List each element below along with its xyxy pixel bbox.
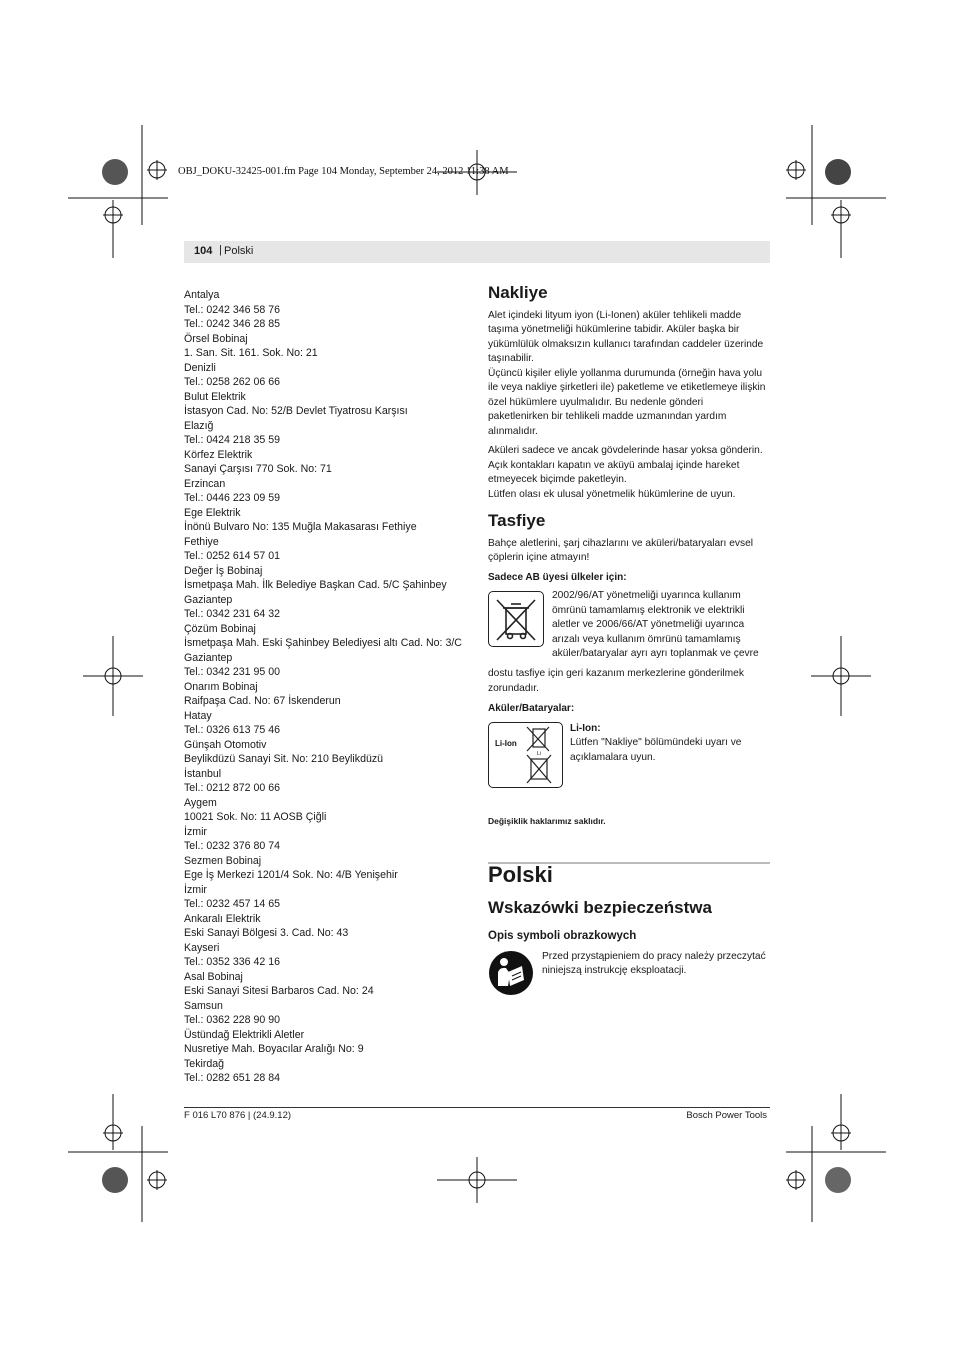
liion-recycling-icon <box>488 722 563 788</box>
address-line: Ankaralı Elektrik <box>184 912 261 925</box>
text-line: Bahçe aletlerini, şarj cihazlarını ve aküleri/bataryaları evsel <box>488 537 753 549</box>
text-line: alınmalıdır. <box>488 425 538 437</box>
address-line: Raifpaşa Cad. No: 67 İskenderun <box>184 695 341 707</box>
crossed-bin-icon <box>488 591 544 647</box>
liion-label: Li-Ion: <box>570 722 601 734</box>
text-line: Alet içindeki lityum iyon (Li-Ionen) aküler tehlikeli madde <box>488 309 742 321</box>
service-address-list <box>184 288 474 1086</box>
address-line: Ege Elektrik <box>184 506 241 519</box>
address-line: Değer İş Bobinaj <box>184 564 263 577</box>
text-line: çöplerin içine atmayın! <box>488 552 590 563</box>
address-line: Gaziantep <box>184 593 233 606</box>
address-line: Tel.: 0342 231 95 00 <box>184 666 281 678</box>
address-line: Tekirdağ <box>184 1057 225 1070</box>
print-header: OBJ_DOKU-32425-001.fm Page 104 Monday, September 24, 2012 11:38 AM <box>178 166 509 177</box>
address-line: Hatay <box>184 709 212 722</box>
address-line: Samsun <box>184 999 223 1012</box>
address-line: Tel.: 0362 228 90 90 <box>184 1014 281 1026</box>
text-line: taşınabilir. <box>488 353 534 364</box>
read-manual-block <box>488 950 770 1002</box>
address-line: Tel.: 0258 262 06 66 <box>184 376 281 388</box>
text-line: zorundadır. <box>488 682 539 694</box>
nakliye-text-2 <box>488 444 770 502</box>
page-number: 104 <box>194 245 213 257</box>
text-line: taşıma yönetmeliği hükümlerine tabidir. Aküler başka bir <box>488 324 740 335</box>
address-line: İzmir <box>184 883 207 896</box>
address-line: Beylikdüzü Sanayi Sit. No: 210 Beylikdüzü <box>184 753 384 765</box>
text-line: ile veya nakliye şirketleri ile) paketleme ve etiketlemeye ilişkin <box>488 382 766 393</box>
address-line: Eski Sanayi Bölgesi 3. Cad. No: 43 <box>184 927 349 939</box>
address-line: Günşah Otomotiv <box>184 738 267 751</box>
text-line: özel hükümlere uyulmalıdır. Bu nedenle gönderi <box>488 396 704 408</box>
text-line: aletler ve 2006/66/AT yönetmeliği uyarınca <box>552 619 745 630</box>
text-line: açıklamalara uyun. <box>570 751 656 763</box>
address-line: Nusretiye Mah. Boyacılar Aralığı No: 9 <box>184 1043 364 1055</box>
address-line: İnönü Bulvaro No: 135 Muğla Makasarası Fethiye <box>184 521 417 533</box>
tasfiye-heading: Tasfiye <box>488 511 546 530</box>
liion-text <box>570 722 770 766</box>
footer-rule <box>184 1107 770 1108</box>
text-line: ömrünü tamamlamış elektronik ve elektrikli <box>552 604 745 616</box>
tasfiye-text <box>488 537 770 566</box>
address-line: Körfez Elektrik <box>184 448 253 461</box>
address-line: Tel.: 0232 457 14 65 <box>184 898 281 910</box>
address-line: Denizli <box>184 361 216 374</box>
symbols-heading: Opis symboli obrazkowych <box>488 930 637 942</box>
address-line: İsmetpaşa Mah. Eski Şahinbey Belediyesi altı Cad. No: 3/C <box>184 637 462 649</box>
read-manual-text <box>542 950 772 979</box>
address-line: Tel.: 0252 614 57 01 <box>184 550 281 562</box>
header-separator: | <box>219 244 222 256</box>
address-line: Tel.: 0232 376 80 74 <box>184 840 281 852</box>
address-line: Örsel Bobinaj <box>184 332 248 345</box>
address-line: Tel.: 0424 218 35 59 <box>184 434 281 446</box>
address-line: Eski Sanayi Sitesi Barbaros Cad. No: 24 <box>184 985 374 997</box>
text-line: niniejszą instrukcję eksploatacji. <box>542 965 687 976</box>
footer-left: F 016 L70 876 | (24.9.12) <box>184 1110 292 1121</box>
address-line: Tel.: 0242 346 58 76 <box>184 303 281 316</box>
address-line: İstasyon Cad. No: 52/B Devlet Tiyatrosu Karşısı <box>184 405 408 417</box>
address-line: Tel.: 0212 872 00 66 <box>184 782 281 794</box>
eu-disposal-block <box>488 589 770 667</box>
address-line: Tel.: 0446 223 09 59 <box>184 492 281 504</box>
eu-disposal-full-text <box>488 667 770 696</box>
right-column <box>488 283 770 1002</box>
text-line: 2002/96/AT yönetmeliği uyarınca kullanım <box>552 590 741 601</box>
address-line: Fethiye <box>184 535 219 548</box>
address-line: Tel.: 0326 613 75 46 <box>184 724 281 736</box>
nakliye-heading: Nakliye <box>488 283 548 302</box>
text-line: Przed przystąpieniem do pracy należy przeczytać <box>542 950 766 962</box>
text-line: arızalı veya kullanım ömrünü tamamlamış <box>552 633 741 645</box>
li-icon-text: Li <box>537 750 541 757</box>
text-line: Lütfen "Nakliye" bölümündeki uyarı ve <box>570 737 742 748</box>
address-line: Onarım Bobinaj <box>184 680 258 693</box>
eu-members-label: Sadece AB üyesi ülkeler için: <box>488 571 627 583</box>
address-line: Ege İş Merkezi 1201/4 Sok. No: 4/B Yenişehir <box>184 869 398 881</box>
liion-block <box>488 722 770 792</box>
header-language: Polski <box>224 245 254 257</box>
address-line: Çözüm Bobinaj <box>184 622 256 635</box>
address-line: 1. San. Sit. 161. Sok. No: 21 <box>184 347 318 359</box>
text-line: etmeyecek biçimde paketleyin. <box>488 474 627 485</box>
eu-disposal-side-text <box>552 589 772 662</box>
nakliye-text-1 <box>488 309 770 440</box>
address-line: İstanbul <box>184 767 222 780</box>
changes-note: Değişiklik haklarımız saklıdır. <box>488 815 606 826</box>
polski-heading: Polski <box>488 862 553 887</box>
address-line: Gaziantep <box>184 651 233 664</box>
address-line: 10021 Sok. No: 11 AOSB Çiğli <box>184 811 327 823</box>
address-line: Üstündağ Elektrikli Aletler <box>184 1028 305 1041</box>
text-line: paketlenirken bir tehlikeli madde uzmanından yardım <box>488 411 727 422</box>
page-header-band <box>184 241 770 263</box>
address-line: Tel.: 0342 231 64 32 <box>184 608 281 620</box>
address-line: Erzincan <box>184 477 226 490</box>
address-line: Antalya <box>184 289 220 301</box>
address-line: Sezmen Bobinaj <box>184 854 262 867</box>
text-line: dostu tasfiye için geri kazanım merkezlerine gönderilmek <box>488 668 744 679</box>
address-line: Sanayi Çarşısı 770 Sok. No: 71 <box>184 463 332 475</box>
text-line: Aküleri sadece ve ancak gövdelerinde hasar yoksa gönderin. <box>488 445 763 456</box>
address-line: Aygem <box>184 796 217 809</box>
address-line: Kayseri <box>184 941 220 954</box>
read-manual-icon <box>488 950 534 996</box>
address-line: İzmir <box>184 825 207 838</box>
liion-icon-text: Li-Ion <box>495 738 517 748</box>
safety-heading: Wskazówki bezpieczeństwa <box>488 897 712 917</box>
text-line: aküler/bataryalar ayrı ayrı toplanmak ve çevre <box>552 648 759 659</box>
address-line: Bulut Elektrik <box>184 390 246 403</box>
address-line: Tel.: 0242 346 28 85 <box>184 318 281 330</box>
text-line: yükümlülük olmaksızın kullanıcı tarafından caddeler üzerinde <box>488 338 764 350</box>
footer-right: Bosch Power Tools <box>686 1110 767 1121</box>
text-line: Lütfen olası ek ulusal yönetmelik hükümlerine de uyun. <box>488 488 736 500</box>
text-line: Üçüncü kişiler eliyle yollanma durumunda (örneğin hava yolu <box>488 367 763 379</box>
text-line: Açık kontakları kapatın ve aküyü ambalaj içinde hareket <box>488 459 740 471</box>
address-line: Tel.: 0352 336 42 16 <box>184 956 281 968</box>
address-line: Elazığ <box>184 419 214 432</box>
address-line: İsmetpaşa Mah. İlk Belediye Başkan Cad. 5/C Şahinbey <box>184 579 447 591</box>
batteries-label: Aküler/Bataryalar: <box>488 703 575 714</box>
address-line: Tel.: 0282 651 28 84 <box>184 1072 281 1084</box>
address-line: Asal Bobinaj <box>184 970 243 983</box>
liion-lines <box>570 736 770 765</box>
